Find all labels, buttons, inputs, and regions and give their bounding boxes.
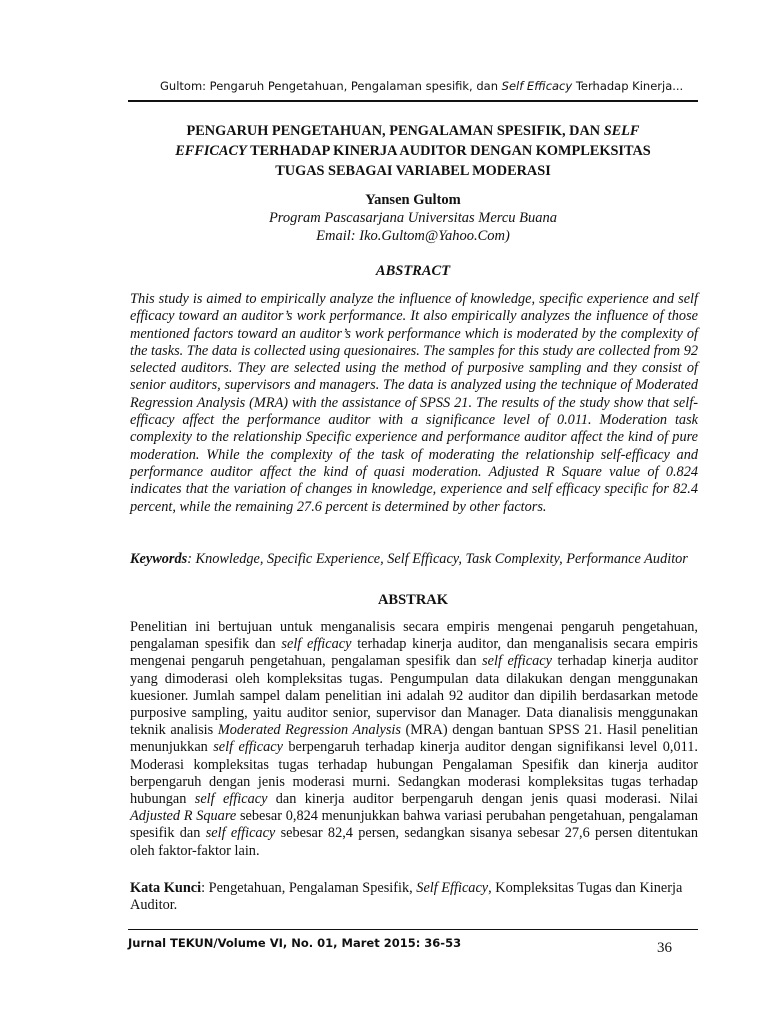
keywords-list: : Knowledge, Specific Experience, Self Efficacy, Task Complexity, Performance Auditor	[187, 551, 688, 567]
abstrak-italic: self efficacy	[281, 636, 352, 653]
abstract-body: This study is aimed to empirically analyze the influence of knowledge, specific experience and self efficacy toward an auditor’s work performance. It also empirically analyzes the influence of those mentioned factors toward an auditor’s work performance which is moderated by the complexity of the tasks. The data is collected using quesionaires. The samples for this study are collected from 92 selected auditors. They are selected using the method of purposive sampling and they consist of senior auditors, supervisors and managers. The data is analyzed using the technique of Moderated Regression Analysis (MRA) with the assistance of SPSS 21. The results of the study show that self-efficacy affect the performance auditor with a significance level of 0.011. Moderation task complexity to the relationship Specific experience and performance auditor affect the kind of pure moderation. While the complexity of the task of moderating the relationship self-efficacy and performance auditor affect the kind of quasi moderation. Adjusted R Square value of 0.824 indicates that the variation of changes in knowledge, experience and self efficacy specific for 82.4 percent, while the remaining 27.6 percent is determined by other factors.	[130, 291, 698, 515]
running-header-prefix: Gultom: Pengaruh Pengetahuan, Pengalaman spesifik, dan	[160, 79, 502, 93]
abstrak-heading: ABSTRAK	[377, 592, 449, 608]
running-header	[160, 79, 700, 93]
keywords-label: Keywords	[130, 551, 188, 567]
abstrak-text: (MRA) dengan bantuan SPSS 21. Hasil penelitian menunjukkan	[130, 722, 698, 756]
abstrak-text: berpengaruh terhadap kinerja auditor dengan signifikansi level 0,011. Moderasi kompleksitas tugas terhadap hubungan Pengalaman Spesifik dan kinerja auditor berpengaruh dengan jenis moderasi murni. Sedangkan moderasi kompleksitas tugas terhadap hubungan	[130, 739, 698, 808]
kata-kunci-label: Kata Kunci	[130, 880, 202, 896]
abstrak-text: Penelitian ini bertujuan untuk menganalisis secara empiris mengenai pengaruh pengetahuan, pengalaman spesifik dan	[130, 619, 698, 653]
abstrak-text: sebesar 0,824 menunjukkan bahwa variasi perubahan pengetahuan, pengalaman spesifik dan	[130, 808, 699, 842]
abstrak-text: dan kinerja auditor berpengaruh dengan jenis quasi moderasi. Nilai	[267, 791, 698, 808]
footer-journal: Jurnal TEKUN/Volume VI, No. 01, Maret 2015: 36-53	[128, 936, 462, 950]
paper-title	[128, 121, 698, 181]
author-email: Email: Iko.Gultom@Yahoo.Com)	[316, 228, 510, 244]
kata-kunci-text: : Pengetahuan, Pengalaman Spesifik,	[201, 880, 417, 896]
abstrak-italic: Adjusted R Square	[130, 808, 237, 825]
title-line1-a: PENGARUH PENGETAHUAN, PENGALAMAN SPESIFIK, DAN	[186, 123, 604, 139]
kata-kunci	[130, 880, 698, 915]
abstrak-text: terhadap kinerja auditor yang dimoderasi oleh kompleksitas tugas. Pengumpulan data dilakukan dengan menggunakan kuesioner. Jumlah sampel dalam penelitian ini adalah 92 auditor dan dipilih berdasarkan metode purposive sampling, yaitu auditor senior, supervisor dan Manager. Data dianalisis menggunakan teknik analisis	[130, 653, 698, 739]
kata-kunci-italic: Self Efficacy	[416, 880, 489, 896]
abstrak-body	[130, 619, 698, 860]
kata-kunci-text: , Kompleksitas Tugas dan Kinerja Auditor.	[130, 880, 683, 914]
abstrak-italic: self efficacy	[194, 791, 268, 808]
running-header-suffix: Terhadap Kinerja...	[572, 79, 684, 93]
title-line3: TUGAS SEBAGAI VARIABEL MODERASI	[275, 163, 551, 179]
title-line2-b: TERHADAP KINERJA AUDITOR DENGAN KOMPLEKSITAS	[246, 143, 651, 159]
author-affiliation: Program Pascasarjana Universitas Mercu Buana	[268, 210, 558, 226]
title-line1-b: SELF	[603, 123, 640, 139]
abstrak-italic: self efficacy	[213, 739, 283, 756]
page-number: 36	[657, 940, 672, 956]
header-rule	[128, 100, 698, 102]
abstrak-italic: Moderated Regression Analysis	[217, 722, 401, 739]
abstrak-text: sebesar 82,4 persen, sedangkan sisanya sebesar 27,6 persen ditentukan oleh faktor-faktor lain.	[130, 825, 698, 859]
abstrak-italic: self efficacy	[205, 825, 276, 842]
abstrak-italic: self efficacy	[482, 653, 552, 670]
abstract-heading: ABSTRACT	[375, 263, 451, 279]
abstrak-text: terhadap kinerja auditor, dan menganalisis secara empiris mengenai pengaruh pengetahuan, pengalaman spesifik dan	[130, 636, 698, 670]
title-line2-a: EFFICACY	[175, 143, 247, 159]
keywords	[130, 551, 698, 568]
running-header-italic: Self Efficacy	[501, 79, 573, 93]
author-name: Yansen Gultom	[365, 192, 461, 208]
footer-rule	[128, 929, 698, 930]
